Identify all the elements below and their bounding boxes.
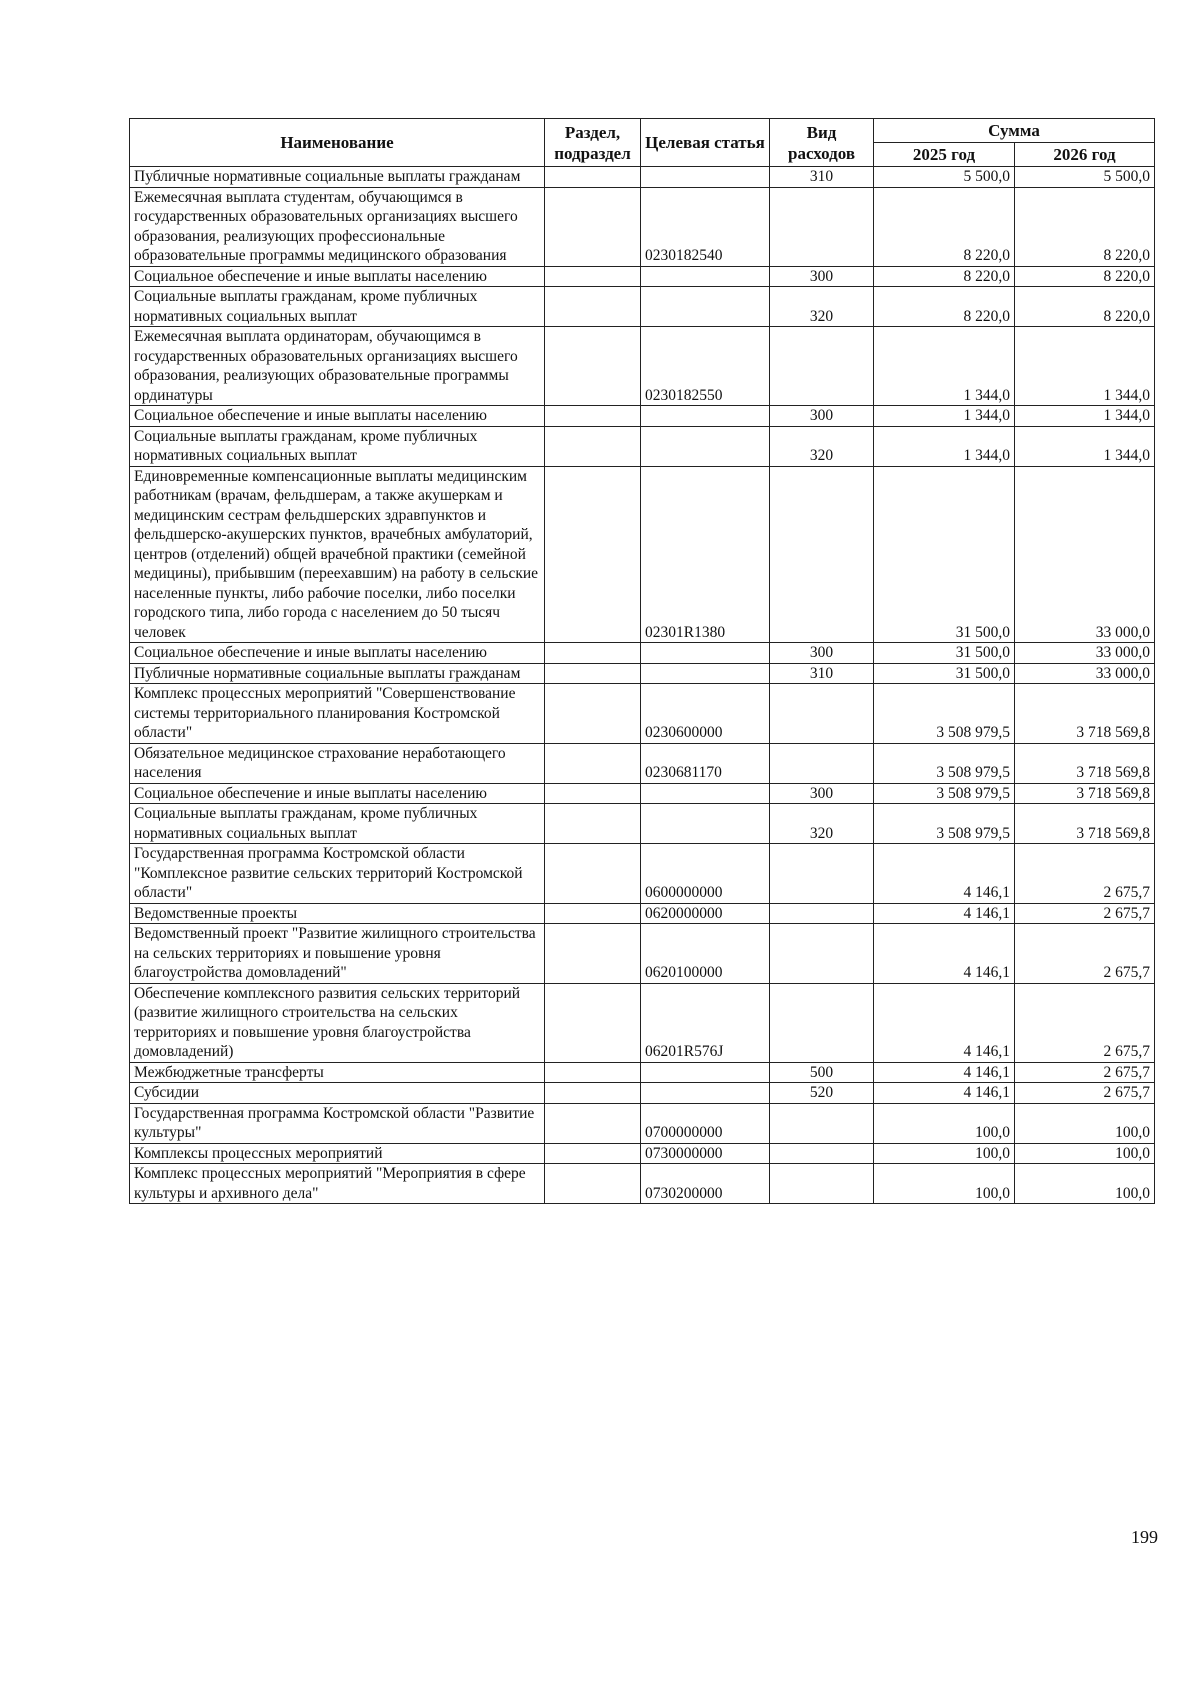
table-row bbox=[130, 743, 1155, 783]
row-amount-2025: 3 508 979,5 bbox=[874, 783, 1015, 804]
row-expense-type: 320 bbox=[770, 287, 874, 327]
row-name: Обязательное медицинское страхование неработающего населения bbox=[130, 743, 545, 783]
table-row bbox=[130, 466, 1155, 643]
row-target-code: 0230681170 bbox=[641, 743, 770, 783]
row-amount-2026: 3 718 569,8 bbox=[1015, 743, 1155, 783]
row-target-code bbox=[641, 266, 770, 287]
row-target-code: 0230600000 bbox=[641, 684, 770, 744]
row-section bbox=[545, 743, 641, 783]
row-name: Социальное обеспечение и иные выплаты населению bbox=[130, 266, 545, 287]
row-name: Ведомственные проекты bbox=[130, 903, 545, 924]
row-name: Социальные выплаты гражданам, кроме публичных нормативных социальных выплат bbox=[130, 804, 545, 844]
row-target-code bbox=[641, 426, 770, 466]
row-section bbox=[545, 903, 641, 924]
row-amount-2025: 4 146,1 bbox=[874, 924, 1015, 984]
row-amount-2025: 31 500,0 bbox=[874, 663, 1015, 684]
row-section bbox=[545, 266, 641, 287]
table-row bbox=[130, 924, 1155, 984]
row-amount-2026: 2 675,7 bbox=[1015, 924, 1155, 984]
row-target-code: 0600000000 bbox=[641, 844, 770, 904]
table-row bbox=[130, 426, 1155, 466]
table-row bbox=[130, 783, 1155, 804]
row-name: Социальное обеспечение и иные выплаты населению bbox=[130, 406, 545, 427]
row-amount-2025: 5 500,0 bbox=[874, 167, 1015, 188]
header-section: Раздел, подраздел bbox=[545, 119, 641, 167]
row-name: Государственная программа Костромской области "Комплексное развитие сельских территорий Костромской области" bbox=[130, 844, 545, 904]
table-row bbox=[130, 167, 1155, 188]
table-row bbox=[130, 1103, 1155, 1143]
budget-table bbox=[129, 118, 1155, 1204]
row-amount-2026: 100,0 bbox=[1015, 1103, 1155, 1143]
row-amount-2025: 1 344,0 bbox=[874, 406, 1015, 427]
row-expense-type: 300 bbox=[770, 783, 874, 804]
row-amount-2026: 8 220,0 bbox=[1015, 287, 1155, 327]
row-target-code bbox=[641, 287, 770, 327]
row-amount-2025: 8 220,0 bbox=[874, 266, 1015, 287]
row-name: Ведомственный проект "Развитие жилищного строительства на сельских территориях и повышение уровня благоустройства домовладений" bbox=[130, 924, 545, 984]
table-row bbox=[130, 983, 1155, 1062]
row-name: Комплексы процессных мероприятий bbox=[130, 1143, 545, 1164]
row-target-code bbox=[641, 1062, 770, 1083]
row-name: Обеспечение комплексного развития сельских территорий (развитие жилищного строительства на сельских территориях и повышение уровня благоустройства домовладений) bbox=[130, 983, 545, 1062]
row-amount-2025: 3 508 979,5 bbox=[874, 743, 1015, 783]
row-section bbox=[545, 1083, 641, 1104]
row-expense-type: 500 bbox=[770, 1062, 874, 1083]
page-number: 199 bbox=[1131, 1527, 1158, 1547]
row-expense-type bbox=[770, 903, 874, 924]
row-expense-type: 300 bbox=[770, 643, 874, 664]
row-target-code bbox=[641, 406, 770, 427]
row-amount-2025: 8 220,0 bbox=[874, 287, 1015, 327]
row-name: Единовременные компенсационные выплаты медицинским работникам (врачам, фельдшерам, а также акушеркам и медицинским сестрам фельдшерских здравпунктов и фельдшерско-акушерских пунктов, врачебных амбулаторий, центров (отделений) общей врачебной практики (семейной медицины), прибывшим (переехавшим) на работу в сельские населенные пункты, либо рабочие поселки, либо поселки городского типа, либо города с населением до 50 тысяч человек bbox=[130, 466, 545, 643]
row-target-code: 0230182550 bbox=[641, 327, 770, 406]
row-section bbox=[545, 643, 641, 664]
table-row bbox=[130, 266, 1155, 287]
row-amount-2025: 1 344,0 bbox=[874, 327, 1015, 406]
row-expense-type: 300 bbox=[770, 266, 874, 287]
row-target-code bbox=[641, 167, 770, 188]
row-amount-2025: 8 220,0 bbox=[874, 187, 1015, 266]
row-amount-2026: 33 000,0 bbox=[1015, 663, 1155, 684]
row-expense-type bbox=[770, 924, 874, 984]
table-row bbox=[130, 327, 1155, 406]
row-section bbox=[545, 663, 641, 684]
row-expense-type bbox=[770, 327, 874, 406]
row-amount-2026: 8 220,0 bbox=[1015, 187, 1155, 266]
row-amount-2026: 1 344,0 bbox=[1015, 426, 1155, 466]
row-target-code: 0700000000 bbox=[641, 1103, 770, 1143]
header-year-2025: 2025 год bbox=[874, 143, 1015, 167]
row-amount-2025: 100,0 bbox=[874, 1164, 1015, 1204]
row-expense-type bbox=[770, 1164, 874, 1204]
table-row bbox=[130, 287, 1155, 327]
row-name: Публичные нормативные социальные выплаты гражданам bbox=[130, 663, 545, 684]
row-expense-type: 310 bbox=[770, 663, 874, 684]
row-target-code bbox=[641, 1083, 770, 1104]
row-amount-2025: 3 508 979,5 bbox=[874, 804, 1015, 844]
row-name: Социальное обеспечение и иные выплаты населению bbox=[130, 643, 545, 664]
row-section bbox=[545, 684, 641, 744]
row-amount-2026: 2 675,7 bbox=[1015, 903, 1155, 924]
row-amount-2025: 31 500,0 bbox=[874, 643, 1015, 664]
row-amount-2026: 2 675,7 bbox=[1015, 983, 1155, 1062]
row-target-code: 0230182540 bbox=[641, 187, 770, 266]
row-section bbox=[545, 1103, 641, 1143]
header-name: Наименование bbox=[130, 119, 545, 167]
table-row bbox=[130, 406, 1155, 427]
row-target-code bbox=[641, 783, 770, 804]
table-row bbox=[130, 663, 1155, 684]
row-amount-2026: 2 675,7 bbox=[1015, 844, 1155, 904]
row-name: Ежемесячная выплата ординаторам, обучающимся в государственных образовательных организациях высшего образования, реализующих образовательные программы ординатуры bbox=[130, 327, 545, 406]
row-name: Государственная программа Костромской области "Развитие культуры" bbox=[130, 1103, 545, 1143]
row-section bbox=[545, 983, 641, 1062]
row-expense-type bbox=[770, 743, 874, 783]
row-expense-type bbox=[770, 1103, 874, 1143]
row-section bbox=[545, 187, 641, 266]
header-year-2026: 2026 год bbox=[1015, 143, 1155, 167]
table-row bbox=[130, 804, 1155, 844]
row-amount-2025: 1 344,0 bbox=[874, 426, 1015, 466]
row-section bbox=[545, 426, 641, 466]
row-amount-2026: 33 000,0 bbox=[1015, 643, 1155, 664]
row-amount-2025: 4 146,1 bbox=[874, 983, 1015, 1062]
row-amount-2025: 3 508 979,5 bbox=[874, 684, 1015, 744]
row-amount-2025: 4 146,1 bbox=[874, 1083, 1015, 1104]
row-amount-2026: 3 718 569,8 bbox=[1015, 804, 1155, 844]
row-name: Социальное обеспечение и иные выплаты населению bbox=[130, 783, 545, 804]
row-target-code bbox=[641, 804, 770, 844]
row-section bbox=[545, 287, 641, 327]
row-amount-2025: 4 146,1 bbox=[874, 1062, 1015, 1083]
row-name: Комплекс процессных мероприятий "Совершенствование системы территориального планирования Костромской области" bbox=[130, 684, 545, 744]
table-row bbox=[130, 844, 1155, 904]
row-expense-type bbox=[770, 983, 874, 1062]
row-name: Ежемесячная выплата студентам, обучающимся в государственных образовательных организациях высшего образования, реализующих профессиональные образовательные программы медицинского образования bbox=[130, 187, 545, 266]
row-amount-2025: 31 500,0 bbox=[874, 466, 1015, 643]
row-expense-type bbox=[770, 684, 874, 744]
row-section bbox=[545, 1062, 641, 1083]
row-expense-type: 320 bbox=[770, 804, 874, 844]
row-target-code bbox=[641, 663, 770, 684]
table-row bbox=[130, 1062, 1155, 1083]
row-name: Социальные выплаты гражданам, кроме публичных нормативных социальных выплат bbox=[130, 287, 545, 327]
row-amount-2025: 100,0 bbox=[874, 1143, 1015, 1164]
row-section bbox=[545, 844, 641, 904]
row-expense-type bbox=[770, 466, 874, 643]
row-amount-2025: 4 146,1 bbox=[874, 844, 1015, 904]
row-name: Субсидии bbox=[130, 1083, 545, 1104]
row-name: Социальные выплаты гражданам, кроме публичных нормативных социальных выплат bbox=[130, 426, 545, 466]
row-name: Межбюджетные трансферты bbox=[130, 1062, 545, 1083]
row-amount-2025: 4 146,1 bbox=[874, 903, 1015, 924]
row-amount-2026: 1 344,0 bbox=[1015, 406, 1155, 427]
row-target-code: 06201R576J bbox=[641, 983, 770, 1062]
row-amount-2026: 5 500,0 bbox=[1015, 167, 1155, 188]
row-amount-2026: 3 718 569,8 bbox=[1015, 783, 1155, 804]
row-target-code: 0620100000 bbox=[641, 924, 770, 984]
header-target: Целевая статья bbox=[641, 119, 770, 167]
row-section bbox=[545, 1143, 641, 1164]
row-expense-type bbox=[770, 187, 874, 266]
table-body bbox=[130, 167, 1155, 1204]
row-name: Публичные нормативные социальные выплаты гражданам bbox=[130, 167, 545, 188]
row-section bbox=[545, 924, 641, 984]
table-row bbox=[130, 1083, 1155, 1104]
row-target-code: 0730000000 bbox=[641, 1143, 770, 1164]
row-amount-2026: 100,0 bbox=[1015, 1164, 1155, 1204]
table-row bbox=[130, 903, 1155, 924]
row-section bbox=[545, 1164, 641, 1204]
row-section bbox=[545, 327, 641, 406]
row-amount-2026: 100,0 bbox=[1015, 1143, 1155, 1164]
row-section bbox=[545, 167, 641, 188]
row-amount-2026: 3 718 569,8 bbox=[1015, 684, 1155, 744]
row-target-code: 0620000000 bbox=[641, 903, 770, 924]
table-row bbox=[130, 684, 1155, 744]
row-target-code: 0730200000 bbox=[641, 1164, 770, 1204]
row-expense-type bbox=[770, 844, 874, 904]
row-amount-2026: 1 344,0 bbox=[1015, 327, 1155, 406]
row-amount-2026: 2 675,7 bbox=[1015, 1062, 1155, 1083]
row-name: Комплекс процессных мероприятий "Мероприятия в сфере культуры и архивного дела" bbox=[130, 1164, 545, 1204]
row-expense-type: 300 bbox=[770, 406, 874, 427]
row-amount-2026: 8 220,0 bbox=[1015, 266, 1155, 287]
table-row bbox=[130, 1164, 1155, 1204]
row-expense-type: 310 bbox=[770, 167, 874, 188]
row-section bbox=[545, 406, 641, 427]
row-amount-2026: 2 675,7 bbox=[1015, 1083, 1155, 1104]
row-expense-type: 320 bbox=[770, 426, 874, 466]
row-section bbox=[545, 783, 641, 804]
header-type: Вид расходов bbox=[770, 119, 874, 167]
table-row bbox=[130, 187, 1155, 266]
header-sum: Сумма bbox=[874, 119, 1155, 143]
row-amount-2025: 100,0 bbox=[874, 1103, 1015, 1143]
row-expense-type bbox=[770, 1143, 874, 1164]
table-header bbox=[130, 119, 1155, 167]
row-target-code: 02301R1380 bbox=[641, 466, 770, 643]
row-section bbox=[545, 804, 641, 844]
row-target-code bbox=[641, 643, 770, 664]
table-row bbox=[130, 643, 1155, 664]
row-section bbox=[545, 466, 641, 643]
row-expense-type: 520 bbox=[770, 1083, 874, 1104]
row-amount-2026: 33 000,0 bbox=[1015, 466, 1155, 643]
table-row bbox=[130, 1143, 1155, 1164]
